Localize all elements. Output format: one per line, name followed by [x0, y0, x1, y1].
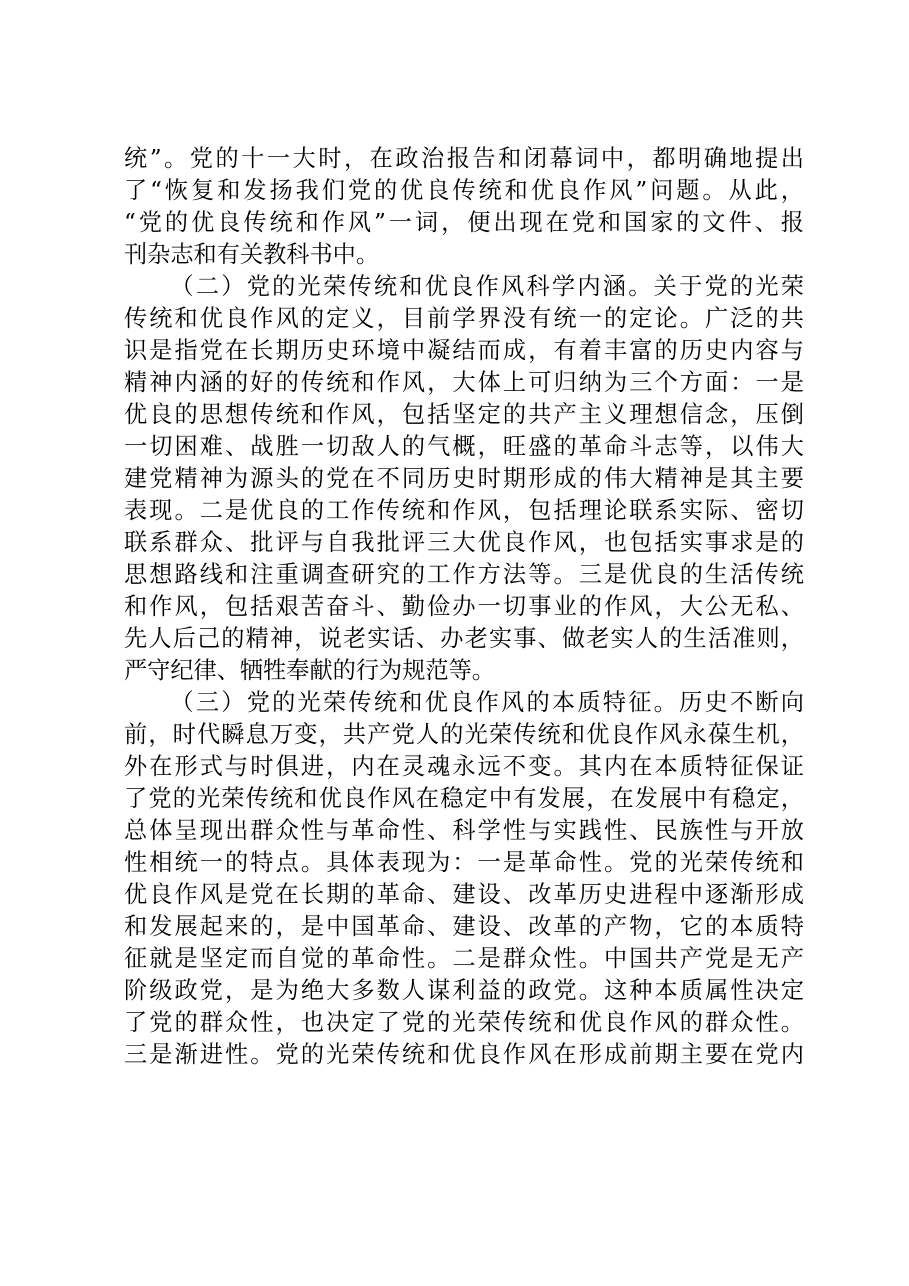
- paragraph: [124, 687, 804, 1071]
- text-line: 联系群众、批评与自我批评三大优良作风，也包括实事求是的: [124, 529, 804, 556]
- text-line: （三）党的光荣传统和优良作风的本质特征。历史不断向: [170, 689, 804, 716]
- paragraph: [124, 143, 804, 271]
- text-line: 表现。二是优良的工作传统和作风，包括理论联系实际、密切: [124, 497, 804, 524]
- text-line: 识是指党在长期历史环境中凝结而成，有着丰富的历史内容与: [124, 337, 804, 364]
- text-line: 刊杂志和有关教科书中。: [124, 241, 380, 268]
- text-line: 严守纪律、牺牲奉献的行为规范等。: [124, 657, 495, 684]
- text-line: 先人后己的精神，说老实话、办老实事、做老实人的生活准则，: [124, 625, 804, 652]
- text-line: 和作风，包括艰苦奋斗、勤俭办一切事业的作风，大公无私、: [124, 593, 804, 620]
- text-line: 和发展起来的，是中国革命、建设、改革的产物，它的本质特: [124, 913, 804, 940]
- text-line: 建党精神为源头的党在不同历史时期形成的伟大精神是其主要: [124, 465, 804, 492]
- text-line: 前，时代瞬息万变，共产党人的光荣传统和优良作风永葆生机，: [124, 721, 804, 748]
- text-line: 三是渐进性。党的光荣传统和优良作风在形成前期主要在党内: [124, 1041, 804, 1068]
- text-line: 了党的光荣传统和优良作风在稳定中有发展，在发展中有稳定，: [124, 785, 804, 812]
- paragraph: [124, 271, 804, 687]
- text-line: 性相统一的特点。具体表现为：一是革命性。党的光荣传统和: [124, 849, 804, 876]
- text-line: “党的优良传统和作风”一词，便出现在党和国家的文件、报: [124, 209, 804, 236]
- text-line: 一切困难、战胜一切敌人的气概，旺盛的革命斗志等，以伟大: [124, 433, 804, 460]
- text-line: 优良的思想传统和作风，包括坚定的共产主义理想信念，压倒: [124, 401, 804, 428]
- text-line: 精神内涵的好的传统和作风，大体上可归纳为三个方面：一是: [124, 369, 804, 396]
- document-body: [124, 143, 804, 1071]
- text-line: 思想路线和注重调查研究的工作方法等。三是优良的生活传统: [124, 561, 804, 588]
- text-line: 外在形式与时俱进，内在灵魂永远不变。其内在本质特征保证: [124, 753, 804, 780]
- text-line: 阶级政党，是为绝大多数人谋利益的政党。这种本质属性决定: [124, 977, 804, 1004]
- text-line: 征就是坚定而自觉的革命性。二是群众性。中国共产党是无产: [124, 945, 804, 972]
- text-line: 统”。党的十一大时，在政治报告和闭幕词中，都明确地提出: [124, 145, 804, 172]
- text-line: 传统和优良作风的定义，目前学界没有统一的定论。广泛的共: [124, 305, 804, 332]
- text-line: 了党的群众性，也决定了党的光荣传统和优良作风的群众性。: [124, 1009, 804, 1036]
- text-line: 了“恢复和发扬我们党的优良传统和优良作风”问题。从此，: [124, 177, 804, 204]
- text-line: （二）党的光荣传统和优良作风科学内涵。关于党的光荣: [170, 273, 804, 300]
- text-line: 总体呈现出群众性与革命性、科学性与实践性、民族性与开放: [124, 817, 804, 844]
- text-line: 优良作风是党在长期的革命、建设、改革历史进程中逐渐形成: [124, 881, 804, 908]
